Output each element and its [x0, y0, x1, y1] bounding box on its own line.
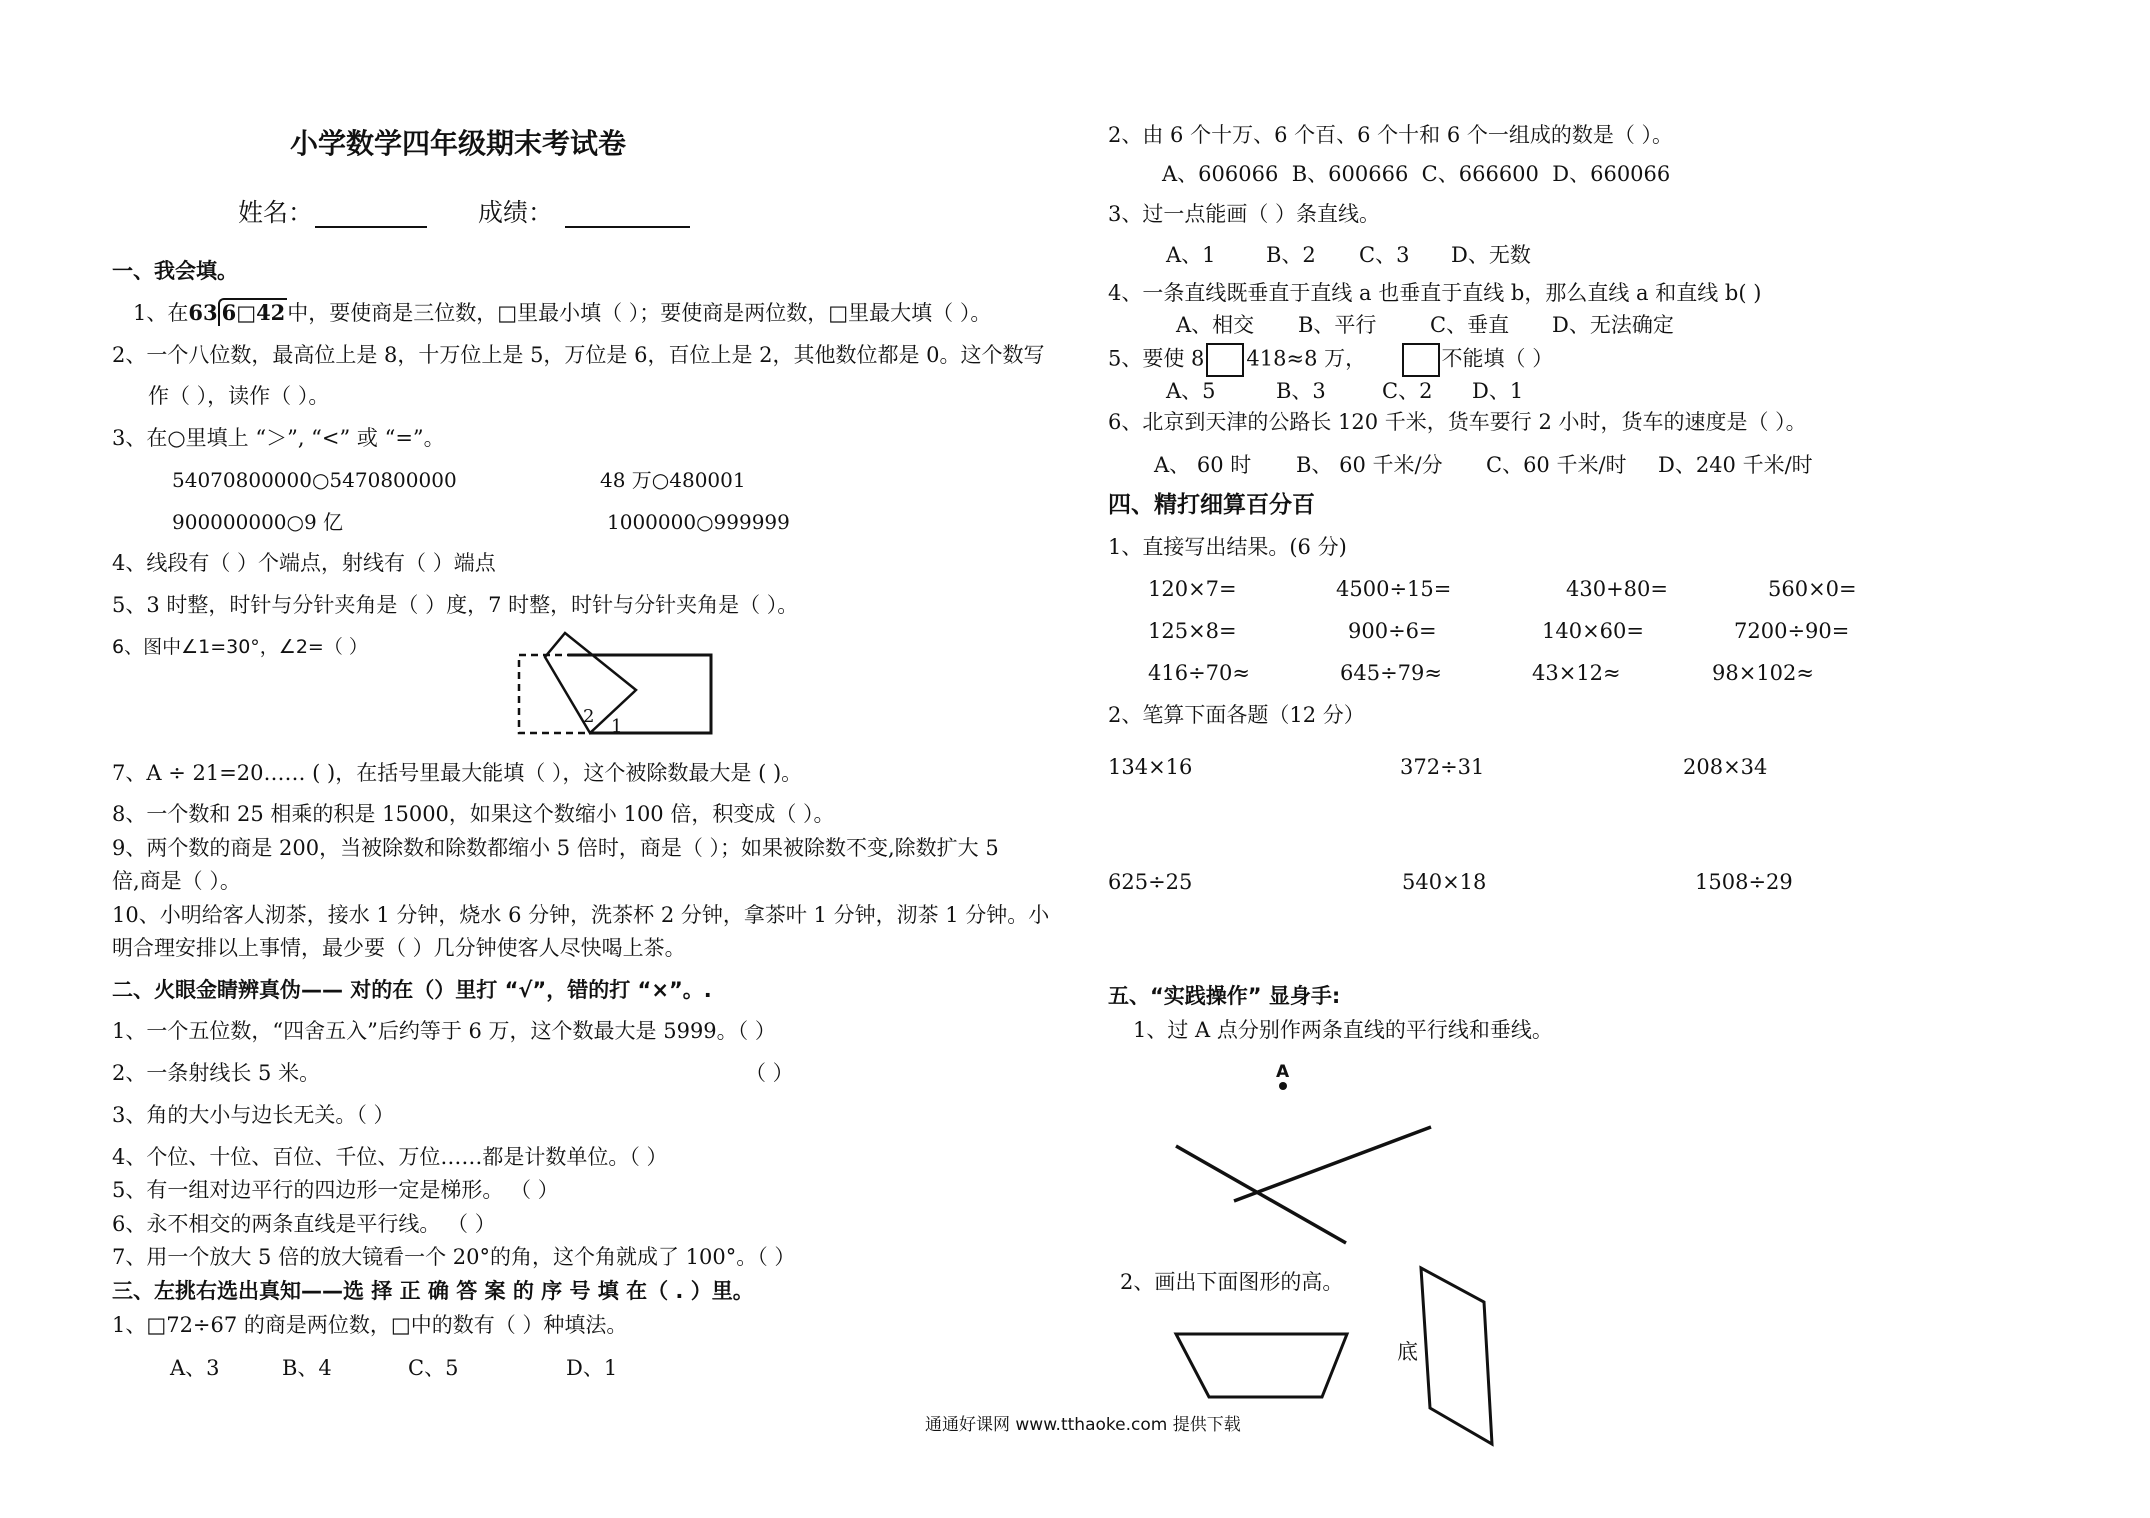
q1-7: 7、A ÷ 21=20…… ( )，在括号里最大能填（ ），这个被除数最大是 ( )。: [112, 761, 803, 785]
q1-8: 8、一个数和 25 相乘的积是 15000，如果这个数缩小 100 倍，积变成（ ）。: [112, 802, 835, 826]
q3-1-opt-b: B、4: [282, 1356, 332, 1380]
footer-text: 通通好课网 www.tthaoke.com 提供下载: [925, 1415, 1241, 1435]
calc-3-2: 645÷79≈: [1340, 661, 1442, 685]
name-label: 姓名：: [238, 198, 314, 227]
calc-2-2: 900÷6=: [1348, 619, 1437, 643]
parallelogram: [1421, 1268, 1492, 1444]
point-a-dot: [1279, 1082, 1287, 1090]
q3-4-opt-b: B、平行: [1298, 313, 1377, 337]
q3-6-opt-d: D、240 千米/时: [1658, 453, 1813, 477]
q3-6: 6、北京到天津的公路长 120 千米，货车要行 2 小时，货车的速度是（ ）。: [1108, 410, 1807, 434]
q1-3-compare-1: 54070800000○5470800000: [172, 468, 457, 492]
q2-4: 4、个位、十位、百位、千位、万位……都是计数单位。（ ）: [112, 1145, 668, 1169]
calc-2-3: 140×60=: [1542, 619, 1644, 643]
q3-2-opts: A、606066 B、600666 C、666600 D、660066: [1162, 162, 1671, 186]
line-2: [1234, 1127, 1431, 1201]
calc-1-2: 4500÷15=: [1336, 577, 1452, 601]
q1-10b: 明合理安排以上事情，最少要（ ）几分钟使客人尽快喝上茶。: [112, 936, 686, 960]
q1-5: 5、3 时整，时针与分针夹角是（ ）度，7 时整，时针与分针夹角是（ ）。: [112, 593, 799, 617]
q5-2: 2、画出下面图形的高。: [1120, 1270, 1344, 1294]
angle-2-label: 2: [583, 706, 595, 727]
q3-3-opt-b: B、2: [1266, 243, 1316, 267]
written-1-3: 208×34: [1683, 755, 1768, 779]
calc-2-4: 7200÷90=: [1734, 619, 1850, 643]
q2-7: 7、用一个放大 5 倍的放大镜看一个 20°的角，这个角就成了 100°。（ ）: [112, 1245, 796, 1269]
section-4-heading: 四、精打细算百分百: [1108, 492, 1315, 518]
q2-1: 1、一个五位数，“四舍五入”后约等于 6 万，这个数最大是 5999。（ ）: [112, 1019, 776, 1043]
q4-1-subheading: 1、直接写出结果。(6 分): [1108, 535, 1347, 559]
q1-1: 1、在63 6□42中，要使商是三位数，□里最小填（ ）；要使商是两位数，□里最大填（ ）。: [133, 300, 992, 325]
q3-5-opt-a: A、5: [1166, 379, 1216, 403]
q3-6-opt-a: A、 60 时: [1154, 453, 1252, 477]
q1-3: 3、在○里填上 “＞”, “<” 或 “=”。: [112, 426, 445, 450]
calc-2-1: 125×8=: [1148, 619, 1237, 643]
q2-2-paren: （ ）: [745, 1061, 794, 1085]
q1-10a: 10、小明给客人沏茶，接水 1 分钟，烧水 6 分钟，洗茶杯 2 分钟，拿茶叶 1 分钟，沏茶 1 分钟。小: [112, 903, 1050, 927]
score-label: 成绩：: [478, 198, 554, 227]
q3-1-opt-a: A、3: [170, 1356, 220, 1380]
q2-2: 2、一条射线长 5 米。: [112, 1061, 321, 1085]
written-2-2: 540×18: [1402, 870, 1487, 894]
line-1: [1176, 1146, 1346, 1243]
q3-5-opt-c: C、2: [1382, 379, 1433, 403]
q1-2a: 2、一个八位数，最高位上是 8，十万位上是 5，万位是 6，百位上是 2，其他数位都是 0。这个数写: [112, 343, 1045, 367]
calc-1-3: 430+80=: [1566, 577, 1668, 601]
q3-6-opt-b: B、 60 千米/分: [1296, 453, 1443, 477]
written-1-1: 134×16: [1108, 755, 1193, 779]
q2-5: 5、有一组对边平行的四边形一定是梯形。 （ ）: [112, 1178, 559, 1202]
q3-3-opt-c: C、3: [1359, 243, 1410, 267]
page-title: 小学数学四年级期末考试卷: [290, 127, 627, 160]
long-division: 63 6□42: [188, 300, 286, 325]
angle-1-label: 1: [611, 716, 623, 737]
q3-3-opt-a: A、1: [1166, 243, 1216, 267]
q3-3-opt-d: D、无数: [1451, 243, 1531, 267]
q3-1-opt-c: C、5: [408, 1356, 459, 1380]
calc-1-1: 120×7=: [1148, 577, 1237, 601]
q3-4-opt-a: A、相交: [1176, 313, 1255, 337]
calc-3-4: 98×102≈: [1712, 661, 1814, 685]
q3-5-opt-d: D、1: [1472, 379, 1524, 403]
calc-1-4: 560×0=: [1768, 577, 1857, 601]
q3-5: 5、要使 8 418≈8 万， 不能填（ ）: [1108, 343, 1553, 377]
q3-6-opt-c: C、60 千米/时: [1486, 453, 1627, 477]
q1-3-compare-3: 900000000○9 亿: [172, 510, 344, 534]
q1-3-compare-4: 1000000○999999: [607, 510, 790, 534]
q4-2-subheading: 2、笔算下面各题（12 分）: [1108, 703, 1365, 727]
q1-3-compare-2: 48 万○480001: [600, 468, 746, 492]
section-5-heading: 五、“实践操作” 显身手:: [1108, 984, 1341, 1008]
q2-6: 6、永不相交的两条直线是平行线。 （ ）: [112, 1212, 496, 1236]
base-label: 底: [1397, 1340, 1418, 1364]
q5-1: 1、过 A 点分别作两条直线的平行线和垂线。: [1133, 1018, 1553, 1042]
q1-2b: 作（ ），读作（ ）。: [148, 384, 330, 408]
q1-9a: 9、两个数的商是 200，当被除数和除数都缩小 5 倍时，商是（ ）；如果被除数不变,除数扩大 5: [112, 836, 999, 860]
calc-3-1: 416÷70≈: [1148, 661, 1250, 685]
section-1-heading: 一、我会填。: [112, 259, 238, 283]
q2-3: 3、角的大小与边长无关。（ ）: [112, 1103, 395, 1127]
q1-6: 6、图中∠1=30°，∠2=（ ）: [112, 636, 368, 658]
q3-4-opt-d: D、无法确定: [1552, 313, 1674, 337]
written-2-3: 1508÷29: [1695, 870, 1793, 894]
q3-2: 2、由 6 个十万、6 个百、6 个十和 6 个一组成的数是（ ）。: [1108, 123, 1674, 147]
written-1-2: 372÷31: [1400, 755, 1485, 779]
section-3-heading: 三、左挑右选出真知——选 择 正 确 答 案 的 序 号 填 在（ . ）里。: [112, 1279, 754, 1303]
written-2-1: 625÷25: [1108, 870, 1193, 894]
trapezoid: [1176, 1334, 1347, 1397]
q3-1: 1、□72÷67 的商是两位数，□中的数有（ ）种填法。: [112, 1313, 628, 1337]
q3-4: 4、一条直线既垂直于直线 a 也垂直于直线 b，那么直线 a 和直线 b( ): [1108, 281, 1762, 305]
calc-3-3: 43×12≈: [1532, 661, 1621, 685]
q1-4: 4、线段有（ ）个端点，射线有（ ）端点: [112, 551, 496, 575]
point-a-label: A: [1276, 1062, 1290, 1082]
q3-4-opt-c: C、垂直: [1430, 313, 1510, 337]
q3-3: 3、过一点能画（ ）条直线。: [1108, 202, 1381, 226]
q1-9b: 倍,商是（ ）。: [112, 869, 241, 893]
section-2-heading: 二、火眼金睛辨真伪—— 对的在（）里打 “√”，错的打 “×”。.: [112, 978, 712, 1002]
q3-5-opt-b: B、3: [1276, 379, 1326, 403]
q3-1-opt-d: D、1: [566, 1356, 618, 1380]
